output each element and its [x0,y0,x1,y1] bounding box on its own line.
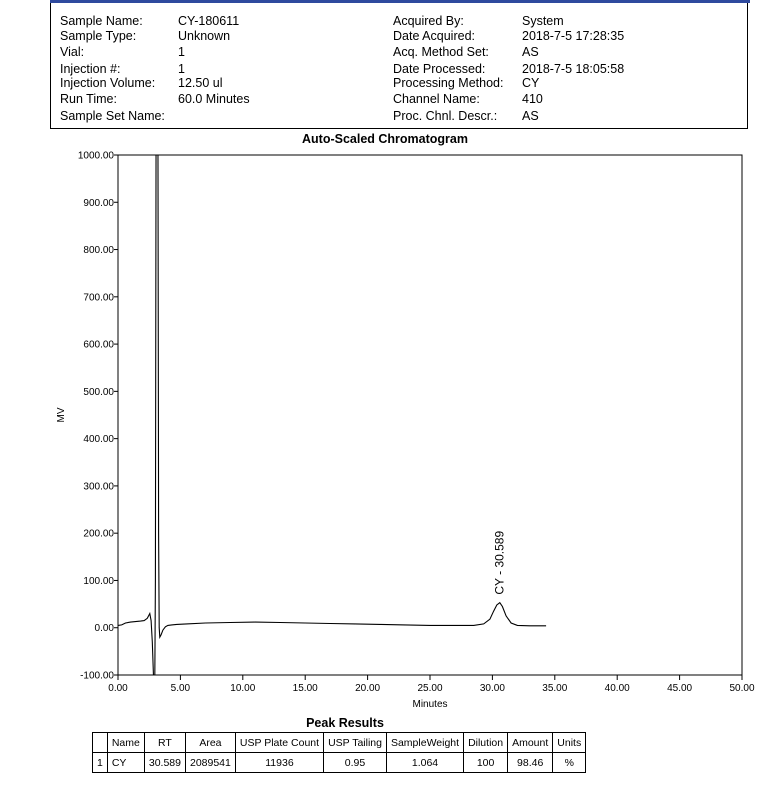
info-value: 1 [178,45,185,59]
header-cell: Amount [508,733,553,753]
table-row [93,753,586,773]
info-value: Unknown [178,29,231,43]
peak-label: CY - 30.589 [492,530,507,595]
y-tick-label: 1000.00 [77,150,114,162]
info-value: System [522,14,564,28]
y-tick-label: 800.00 [83,245,114,257]
x-tick-label: 45.00 [667,683,693,694]
x-tick-label: 0.00 [108,683,128,694]
x-tick-label: 10.00 [230,683,256,694]
info-label: Sample Set Name: [60,109,165,123]
peak-results-title: Peak Results [306,716,384,730]
x-tick-label: 25.00 [417,683,443,694]
info-value: 2018-7-5 18:05:58 [522,62,625,76]
y-tick-label: 500.00 [83,386,114,398]
info-value: 2018-7-5 17:28:35 [522,29,625,43]
info-label: Run Time: [60,92,117,106]
x-tick-label: 15.00 [292,683,318,694]
info-label: Processing Method: [393,76,504,90]
x-tick-label: 30.00 [479,683,505,694]
row-index-cell: 1 [93,753,108,773]
table-cell: 98.46 [508,753,553,773]
info-label: Acq. Method Set: [393,45,489,59]
table-cell: CY [107,753,144,773]
header-cell: Dilution [464,733,508,753]
info-value: AS [522,109,539,123]
plot-frame [118,155,742,675]
y-axis [78,151,118,682]
info-value: AS [522,45,539,59]
table-header-row [93,733,586,753]
info-value: 60.0 Minutes [178,92,250,106]
y-tick-label: 300.00 [83,481,114,493]
info-label: Sample Type: [60,29,137,43]
y-tick-label: 200.00 [83,528,114,540]
table-cell: 0.95 [324,753,387,773]
x-tick-label: 5.00 [170,683,191,694]
y-tick-label: 900.00 [83,197,114,209]
info-label: Sample Name: [60,14,143,28]
table-cell: 11936 [235,753,323,773]
info-value: 410 [522,92,543,106]
peak-results-table [92,732,586,773]
y-tick-label: -100.00 [80,670,114,682]
x-axis [108,675,755,694]
y-tick-label: 0.00 [94,623,114,635]
x-axis-label: Minutes [412,699,448,710]
y-tick-label: 700.00 [83,292,114,304]
info-label: Date Processed: [393,62,486,76]
info-label: Channel Name: [393,92,480,106]
header-cell: Units [553,733,586,753]
header-cell: RT [144,733,185,753]
info-label: Acquired By: [393,14,464,28]
header-cell: SampleWeight [386,733,463,753]
table-cell: 30.589 [144,753,185,773]
chart-title: Auto-Scaled Chromatogram [302,132,468,146]
info-value: 12.50 ul [178,76,223,90]
info-value: CY-180611 [178,14,240,28]
header-cell: USP Tailing [324,733,387,753]
info-value: CY [522,76,540,90]
y-tick-label: 100.00 [83,575,114,587]
x-tick-label: 40.00 [604,683,630,694]
info-label: Date Acquired: [393,29,475,43]
chromatogram-series-line [118,108,546,680]
x-tick-label: 50.00 [729,683,755,694]
y-axis-label: MV [56,407,67,423]
x-tick-label: 20.00 [355,683,381,694]
info-label: Injection Volume: [60,76,156,90]
header-cell: Name [107,733,144,753]
table-cell: 1.064 [386,753,463,773]
header-cell: USP Plate Count [235,733,323,753]
table-cell: 2089541 [185,753,235,773]
y-tick-label: 400.00 [83,434,114,446]
info-label: Proc. Chnl. Descr.: [393,109,498,123]
info-label: Vial: [60,45,85,59]
y-tick-label: 600.00 [83,339,114,351]
header-index-cell [93,733,108,753]
x-tick-label: 35.00 [542,683,568,694]
info-value: 1 [178,62,185,76]
info-label: Injection #: [60,62,121,76]
table-cell: % [553,753,586,773]
table-cell: 100 [464,753,508,773]
header-cell: Area [185,733,235,753]
peak-annotations [493,531,507,595]
